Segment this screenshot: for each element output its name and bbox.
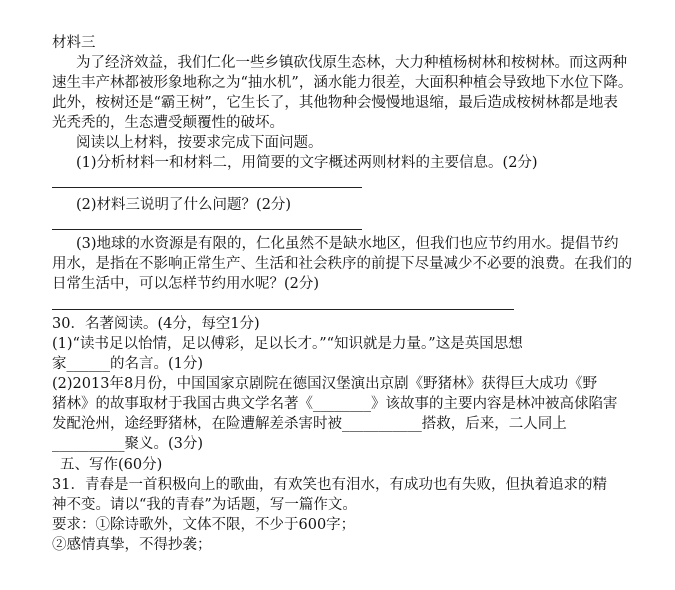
- answer-line-3: [52, 309, 514, 310]
- q30-part2-line-3: 发配沧州，途经野猪林，在险遭解差杀害时被___________搭救，后来，二人同上: [52, 416, 567, 432]
- answer-line-2: [52, 229, 362, 230]
- material3-line-4: 光秃秃的，生态遭受颠覆性的破坏。: [52, 115, 284, 131]
- question-3-line-1: (3)地球的水资源是有限的，仁化虽然不是缺水地区，但我们也应节约用水。提倡节约: [76, 236, 619, 252]
- question-3-line-2: 用水，是指在不影响正常生产、生活和社会秩序的前提下尽量减少不必要的浪费。在我们的: [52, 256, 632, 272]
- section-writing-title: 五、写作(60分): [60, 457, 163, 473]
- q30-part2-line-4: __________聚义。(3分): [52, 436, 204, 452]
- q30-part1-line-1: (1)“读书足以怡情，足以傅彩，足以长才。”“知识就是力量。”这是英国思想: [52, 336, 523, 352]
- q30-part2-line-1: (2)2013年8月份，中国国家京剧院在德国汉堡演出京剧《野猪林》获得巨大成功《野: [52, 376, 598, 392]
- material3-line-2: 速生丰产林都被形象地称之为“抽水机”，涵水能力很差，大面积种植会导致地下水位下降。: [52, 75, 633, 91]
- question-3-line-3: 日常生活中，可以怎样节约用水呢？(2分): [52, 276, 320, 292]
- q30-part2-line-2: 猪林》的故事取材于我国古典文学名著《________》该故事的主要内容是林冲被高俅陷害: [52, 396, 618, 412]
- question-1: (1)分析材料一和材料二，用简要的文字概述两则材料的主要信息。(2分): [76, 155, 538, 171]
- material3-line-3: 此外，桉树还是“霸王树”，它生长了，其他物种会慢慢地退缩，最后造成桉树林都是地表: [52, 95, 618, 111]
- material3-title: 材料三: [52, 35, 96, 51]
- instruction: 阅读以上材料，按要求完成下面问题。: [76, 135, 323, 151]
- answer-line-1: [52, 187, 362, 188]
- question-2: (2)材料三说明了什么问题？(2分): [76, 197, 292, 213]
- q31-requirement-1: 要求：①除诗歌外，文体不限，不少于600字；: [52, 517, 356, 533]
- q31-line-2: 神不变。请以“我的青春”为话题，写一篇作文。: [52, 497, 357, 513]
- material3-line-1: 为了经济效益，我们仁化一些乡镇砍伐原生态林，大力种植杨树林和桉树林。而这两种: [76, 55, 627, 71]
- q31-line-1: 31．青春是一首积极向上的歌曲，有欢笑也有泪水，有成功也有失败，但执着追求的精: [52, 477, 607, 493]
- q30-title: 30．名著阅读。(4分，每空1分): [52, 316, 260, 332]
- q30-part1-line-2: 家______的名言。(1分): [52, 356, 204, 372]
- q31-requirement-2: ②感情真挚，不得抄袭；: [52, 537, 212, 553]
